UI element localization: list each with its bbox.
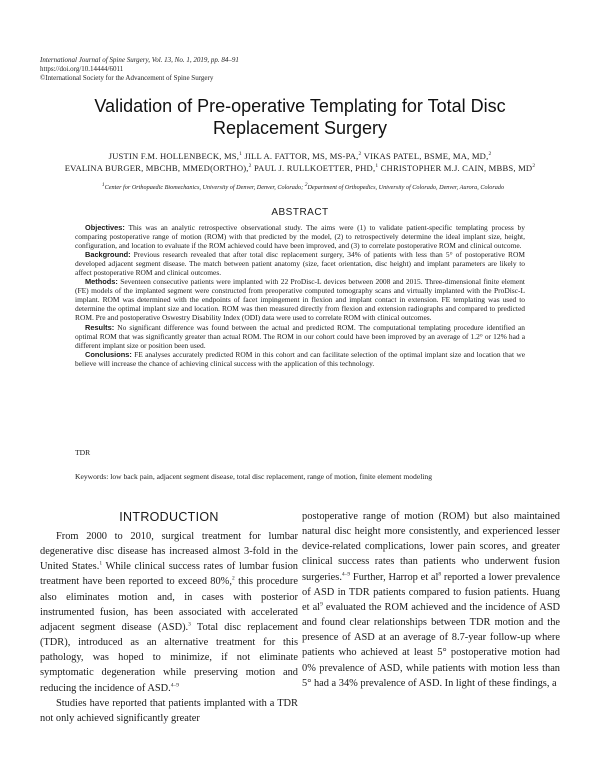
conclusions-text: FE analyses accurately predicted ROM in this cohort and can facilitate selection of the optimal implant size and location that we believe will increase the chance of achieving clinical success with the application of this technology. — [75, 349, 525, 368]
results-label: Results: — [85, 322, 115, 332]
author-affiliation-ref: 2 — [488, 151, 492, 158]
author-name: VIKAS PATEL, BSME, MA, MD, — [363, 151, 489, 161]
article-title: Validation of Pre-operative Templating for Total Disc Replacement Surgery — [94, 96, 506, 138]
background-label: Background: — [85, 250, 131, 260]
author-affiliation-ref: 1 — [375, 163, 379, 170]
affiliation-number: 2 — [304, 181, 308, 188]
abstract-body — [75, 223, 525, 368]
author-affiliation-ref: 2 — [532, 163, 536, 170]
citation-ref: 2 — [231, 576, 235, 582]
conclusions-label: Conclusions: — [85, 349, 132, 359]
citation-ref: 1 — [99, 560, 103, 567]
intro-paragraph-1 — [40, 529, 298, 696]
journal-header — [40, 56, 239, 83]
body-column-right — [302, 509, 560, 691]
intro-paragraph-2 — [40, 696, 298, 726]
affiliations — [38, 181, 568, 192]
author-name: JUSTIN F.M. HOLLENBECK, MS, — [108, 151, 240, 161]
tdr-label: TDR — [75, 448, 91, 457]
citation-ref: 8 — [438, 571, 442, 578]
author-affiliation-ref: 2 — [248, 163, 252, 170]
methods-label: Methods: — [85, 277, 118, 287]
citation-ref: 4–9 — [170, 682, 179, 689]
body-column-left — [40, 529, 298, 726]
citation-ref: 3 — [188, 621, 191, 628]
abstract-background — [75, 250, 525, 277]
intro-paragraph-2-continued — [302, 509, 560, 691]
citation-ref: 4–9 — [341, 571, 351, 578]
abstract-methods — [75, 277, 525, 322]
author-list — [45, 150, 555, 174]
author-name: CHRISTOPHER M.J. CAIN, MBBS, MD — [380, 163, 533, 173]
background-text: Previous research revealed that after total disc replacement surgery, 34% of patients with less than 5° of postoperative ROM developed adjacent segment disease. The match between patient anatomy (size, facet orientation, disc height) and implant parameters are likely to affect postoperative ROM and clinical outcomes. — [75, 250, 525, 278]
author-affiliation-ref: 2 — [358, 151, 362, 158]
abstract-results — [75, 323, 525, 350]
journal-citation: International Journal of Spine Surgery, Vol. 13, No. 1, 2019, pp. 84–91 — [40, 56, 239, 64]
citation-ref: 9 — [320, 601, 323, 608]
objectives-text: This was an analytic retrospective observational study. The aims were (1) to validate patient-specific templating process by comparing postoperative range of motion (ROM) with that predicted by the model, (2) to retrospectively determine the ideal implant size, height, configuration, and location to evaluate if the ROM achieved could have been improved, and (3) to correlate postoperative ROM and clinical outcome. — [75, 223, 525, 251]
body-text: postoperative range of motion (ROM) but also maintained natural disc height more consistently, and experienced lesser device-related complications, lower pain scores, and greater clinical success rates than patients who underwent fusion surgeries. — [302, 511, 560, 583]
author-name: EVALINA BURGER, MBCHB, MMED(ORTHO), — [64, 163, 249, 173]
body-text: this procedure also eliminates motion and, in cases with posterior instrumented fusion, has been associated with accelerated adjacent segment disease (ASD). — [40, 576, 298, 633]
affiliation-2: Department of Orthopedics, University of Colorado, Denver, Aurora, Colorado — [307, 184, 505, 191]
abstract-heading: ABSTRACT — [271, 207, 329, 218]
affiliation-number: 1 — [101, 181, 105, 188]
introduction-heading: INTRODUCTION — [119, 510, 219, 524]
author-name: JILL A. FATTOR, MS, MS-PA, — [244, 151, 359, 161]
copyright-line: ©International Society for the Advancement of Spine Surgery — [40, 74, 214, 82]
body-text: Further, Harrop et al — [350, 571, 439, 583]
doi-link[interactable]: https://doi.org/10.14444/6011 — [40, 65, 124, 73]
body-text: reported a lower prevalence of ASD in TDR patients compared to fusion patients. Huang et al — [302, 571, 560, 613]
author-name: PAUL J. RULLKOETTER, PHD, — [253, 163, 376, 173]
affiliation-1: Center for Orthopaedic Biomechanics, University of Denver, Denver, Colorado; — [104, 184, 304, 191]
body-text: While clinical success rates of lumbar fusion treatment have been reported to exceed 80%, — [40, 561, 299, 588]
objectives-label: Objectives: — [85, 223, 125, 232]
body-text: Studies have reported that patients implanted with a TDR not only achieved significantly greater — [40, 697, 298, 724]
body-text: evaluated the ROM achieved and the incidence of ASD and found clear relationships between TDR motion and the presence of ASD at an average of 8.7-year follow-up where patients who achieved at least 5° postoperative motion had 0% prevalence of ASD, while patients with motion less than 5° had a 34% prevalence of ASD. In light of these findings, a — [302, 601, 560, 689]
body-text: From 2000 to 2010, surgical treatment for lumbar degenerative disc disease has increased almost 3-fold in the United States. — [40, 531, 298, 573]
abstract-objectives — [75, 223, 525, 250]
author-affiliation-ref: 1 — [239, 151, 243, 158]
abstract-conclusions — [75, 350, 525, 368]
keywords: Keywords: low back pain, adjacent segment disease, total disc replacement, range of motion, finite element modeling — [75, 472, 433, 481]
results-text: No significant difference was found between the actual and predicted ROM. The computational templating procedure identified an optimal ROM that was significantly greater than actual ROM. The ROM in our cohort could have been improved by an average of 1.2° or 12% had a different implant size or position been used. — [75, 322, 526, 350]
body-text: Total disc replacement (TDR), introduced as an alternative treatment for this pathology, was hoped to minimize, if not eliminate symptomatic degeneration while preserving motion and reducing the incidence of ASD. — [40, 621, 298, 694]
methods-text: Seventeen consecutive patients were implanted with 22 ProDisc-L devices between 2008 and 2015. Three-dimensional finite element (FE) models of the implanted segment were constructed from preoperative computed tomography scans and virtually implanted with the ProDisc-L implant. ROM was determined with the endpoints of facet impingement in flexion and implant contact in extension. FE templating was used to determine the optimal implant size and location. ROM was then measured directly from flexion and extension radiographs and compared to predicted ROM. Pre and postoperative Oswestry Disability Index (ODI) data were used to correlate ROM with clinical outcomes. — [75, 277, 525, 323]
